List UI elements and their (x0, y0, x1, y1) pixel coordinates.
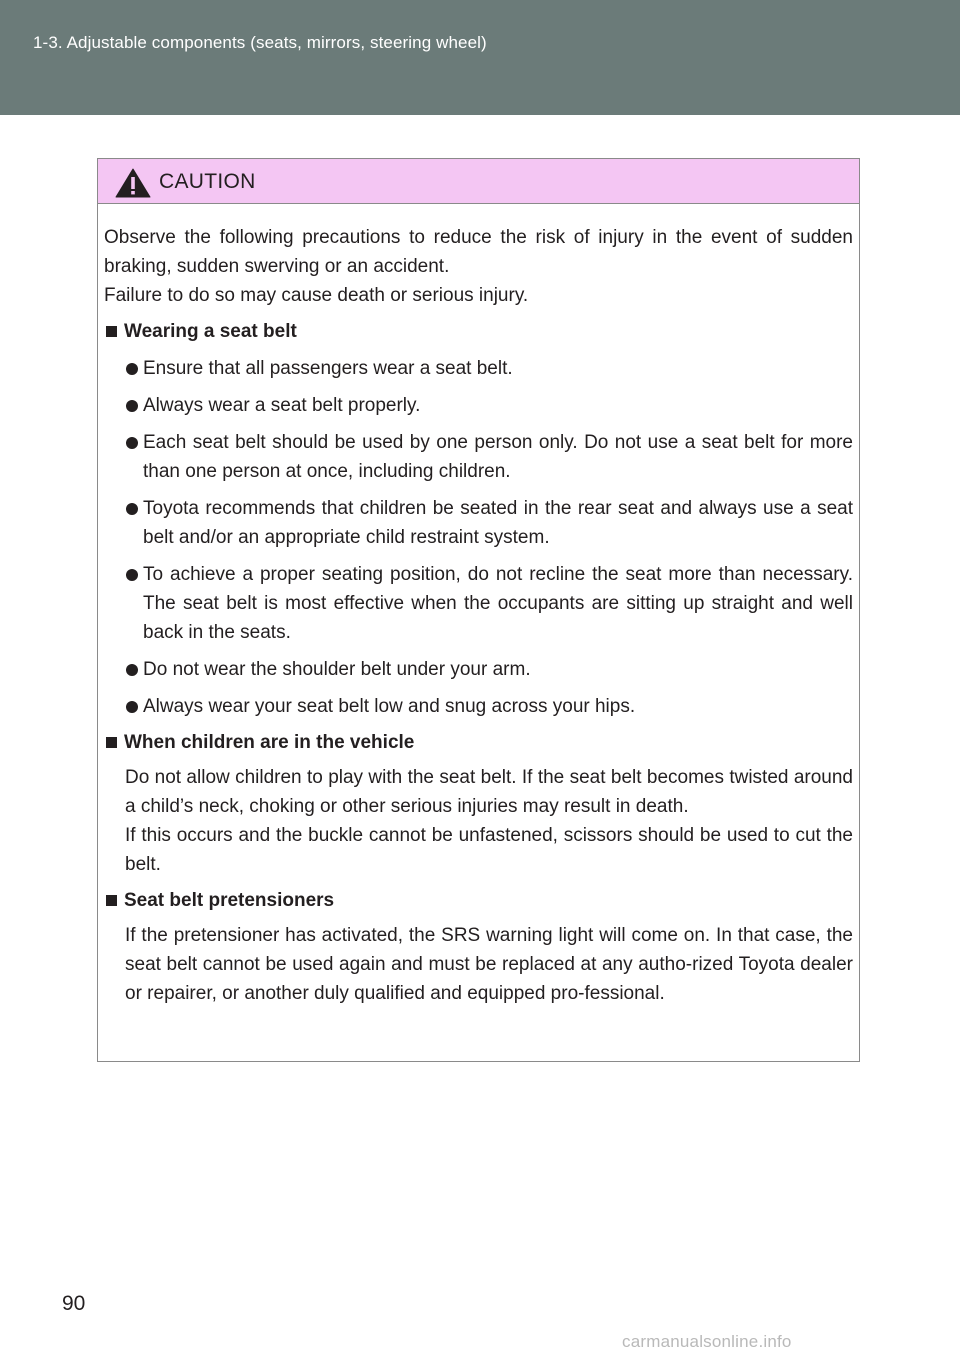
caution-title: CAUTION (159, 170, 256, 193)
section-paragraph (104, 763, 853, 879)
intro-warning: Failure to do so may cause death or serious injury. (104, 285, 529, 306)
square-bullet-icon (106, 895, 117, 906)
list-item-text: Always wear a seat belt properly. (143, 395, 421, 416)
list-item (104, 494, 853, 552)
list-item (104, 655, 853, 684)
list-item-text: Toyota recommends that children be seated in the rear seat and always use a seat belt and/or an appropriate child restraint system. (143, 498, 853, 548)
paragraph-line: If the pretensioner has activated, the SRS warning light will come on. In that case, the seat belt cannot be used again and must be replaced at any autho-rized Toyota dealer or repairer, or another duly qualified and equipped pro-fessional. (125, 925, 853, 1004)
list-item-text: To achieve a proper seating position, do not recline the seat more than necessary. The seat belt is most effective when the occupants are sitting up straight and well back in the seats. (143, 564, 853, 643)
section-paragraph (104, 921, 853, 1008)
list-item (104, 391, 853, 420)
section-title: 1-3. Adjustable components (seats, mirrors, steering wheel) (33, 33, 487, 52)
round-bullet-icon (126, 400, 138, 412)
section-heading-text: Seat belt pretensioners (124, 890, 335, 911)
round-bullet-icon (126, 363, 138, 375)
list-item-text: Ensure that all passengers wear a seat belt. (143, 358, 513, 379)
round-bullet-icon (126, 569, 138, 581)
intro-paragraph: Observe the following precautions to reduce the risk of injury in the event of sudden braking, sudden swerving or an accident. (104, 227, 853, 277)
list-item (104, 692, 853, 721)
page-header-band (0, 0, 960, 115)
section-heading (104, 317, 853, 346)
paragraph-line: If this occurs and the buckle cannot be unfastened, scissors should be used to cut the belt. (125, 825, 853, 875)
round-bullet-icon (126, 503, 138, 515)
square-bullet-icon (106, 326, 117, 337)
list-item (104, 560, 853, 647)
section-heading-text: Wearing a seat belt (124, 321, 297, 342)
caution-body (104, 223, 853, 1008)
caution-header (98, 159, 859, 204)
section-heading (104, 886, 853, 915)
round-bullet-icon (126, 437, 138, 449)
list-item-text: Do not wear the shoulder belt under your arm. (143, 659, 531, 680)
section-heading-text: When children are in the vehicle (124, 732, 415, 753)
page-number: 90 (62, 1292, 86, 1315)
watermark-link[interactable]: carmanualsonline.info (622, 1332, 792, 1351)
round-bullet-icon (126, 701, 138, 713)
square-bullet-icon (106, 737, 117, 748)
warning-triangle-icon (115, 168, 151, 198)
round-bullet-icon (126, 664, 138, 676)
list-item-text: Each seat belt should be used by one person only. Do not use a seat belt for more than one person at once, including children. (143, 432, 853, 482)
caution-box (97, 158, 860, 1062)
list-item (104, 428, 853, 486)
section-heading (104, 728, 853, 757)
list-item-text: Always wear your seat belt low and snug across your hips. (143, 696, 636, 717)
list-item (104, 354, 853, 383)
paragraph-line: Do not allow children to play with the seat belt. If the seat belt becomes twisted around a child’s neck, choking or other serious injuries may result in death. (125, 767, 853, 817)
